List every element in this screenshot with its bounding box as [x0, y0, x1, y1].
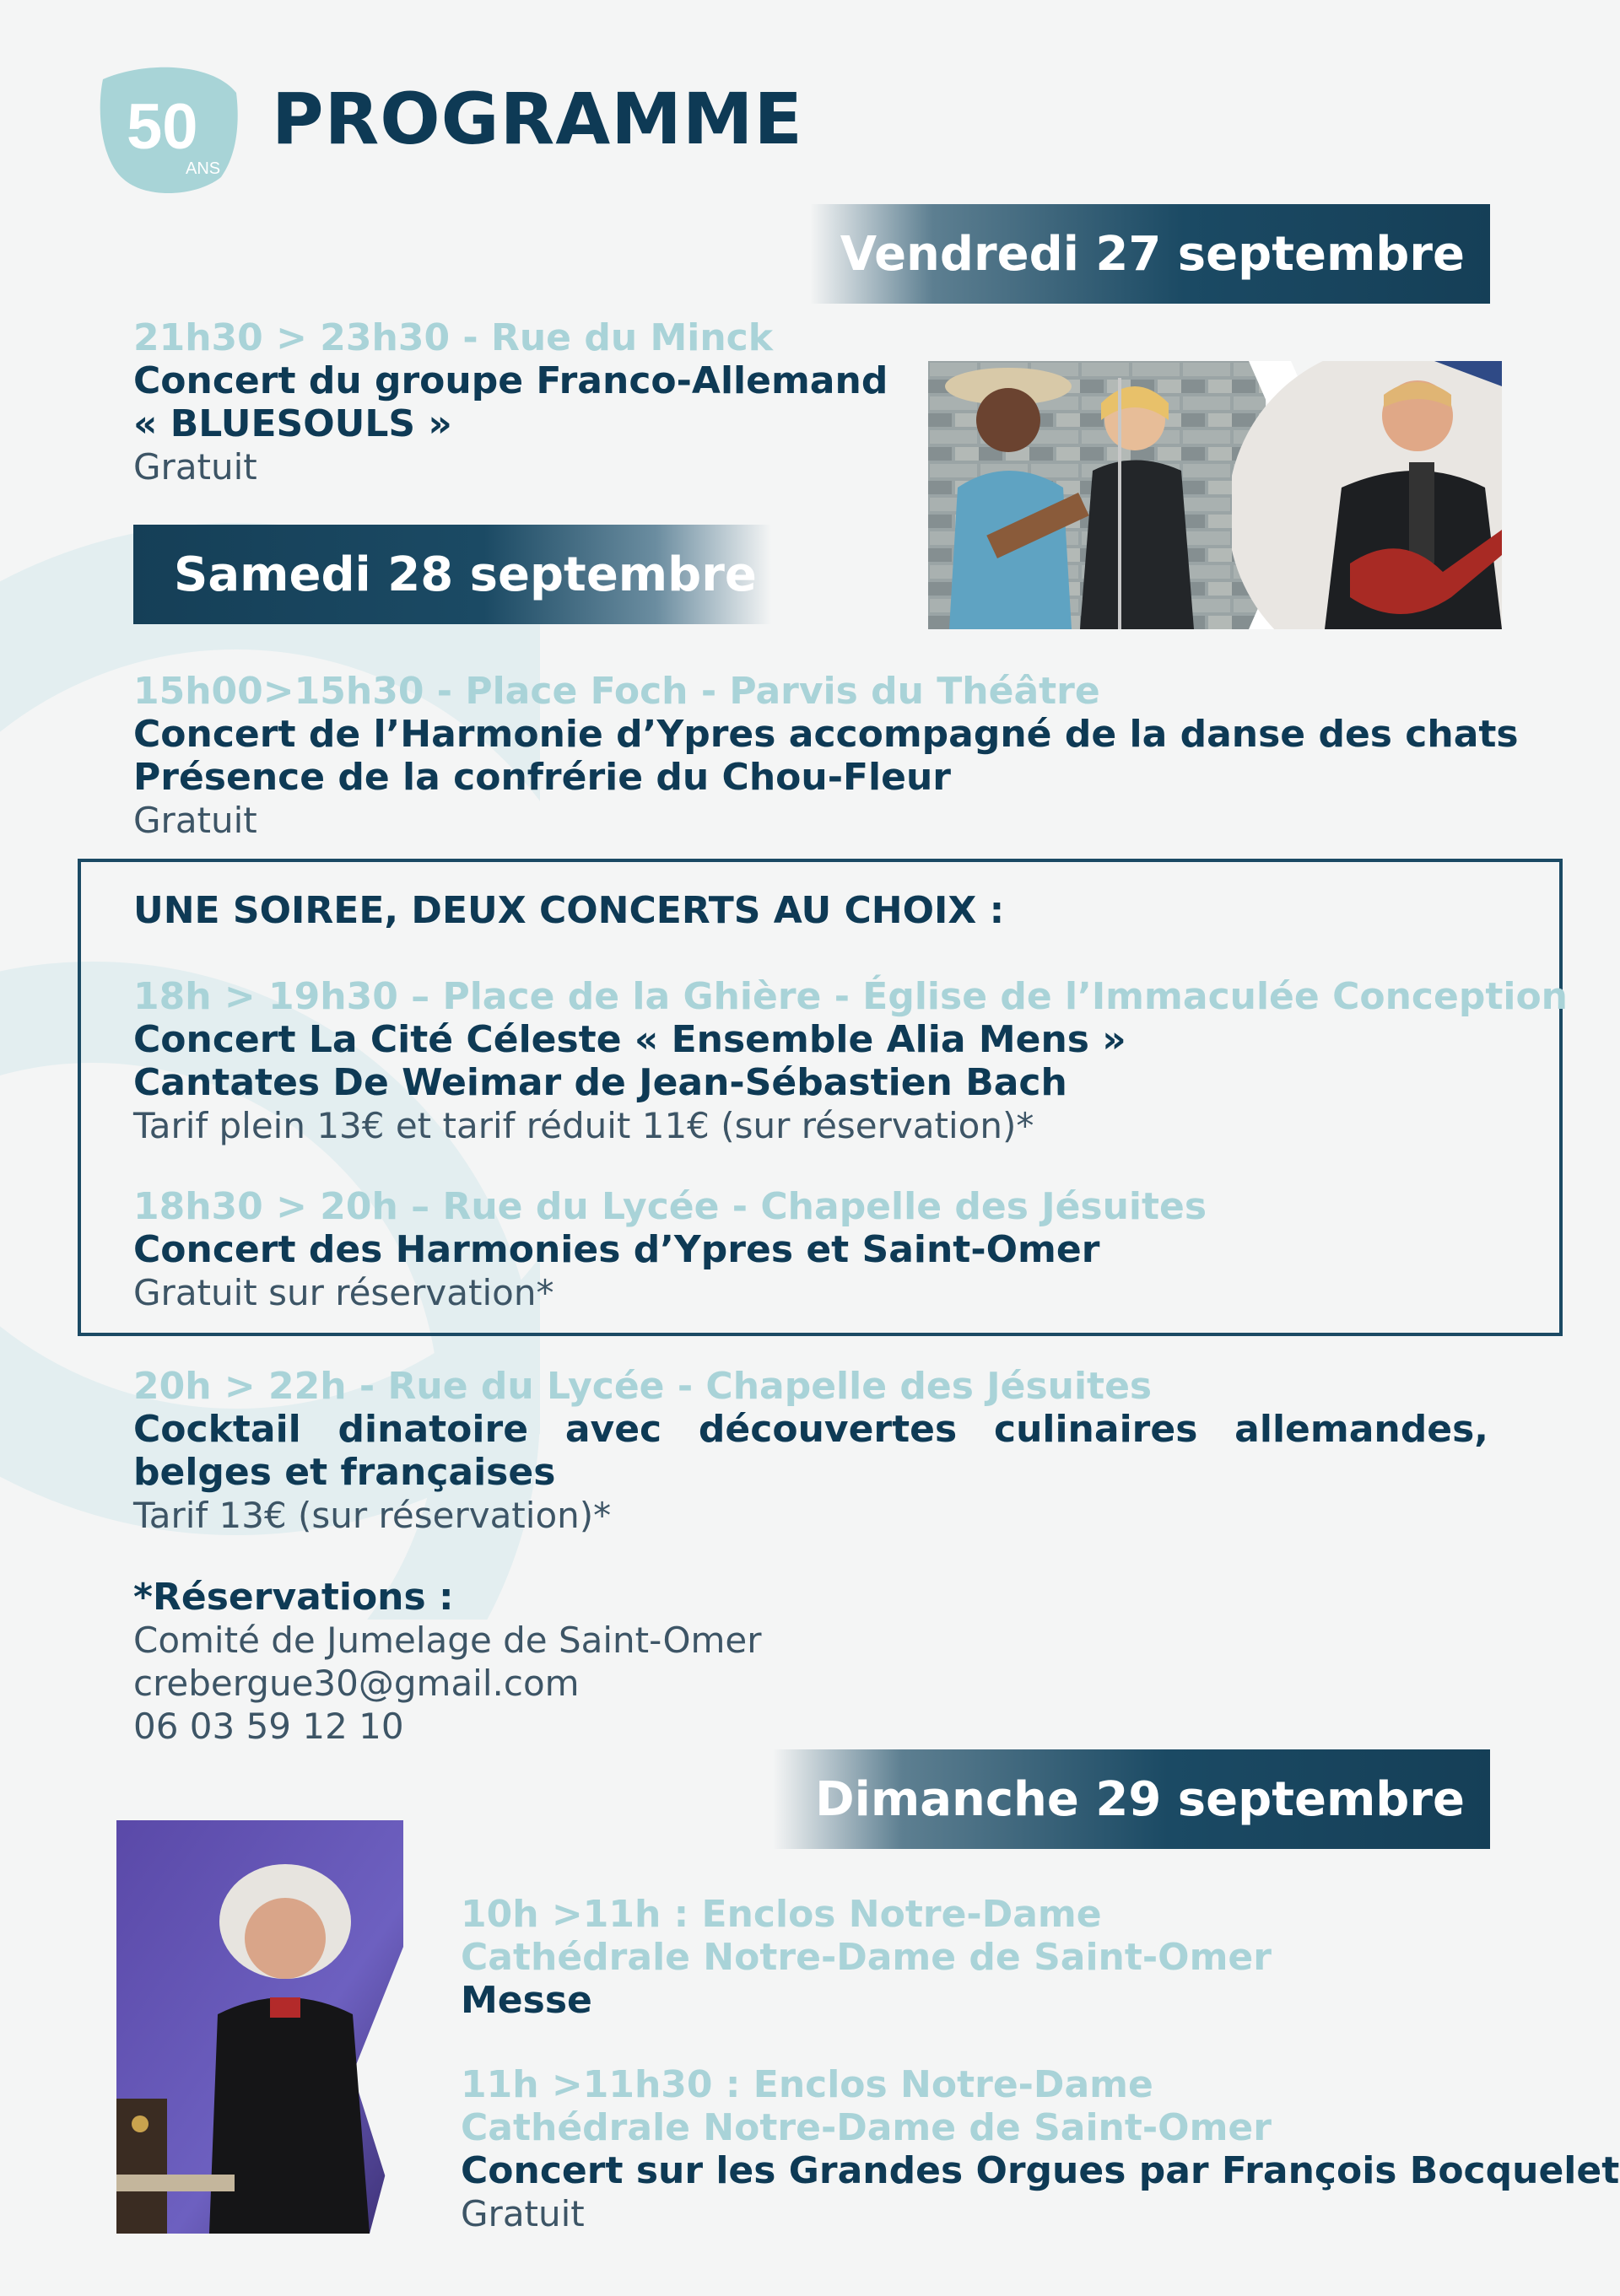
- event-time: 18h > 19h30 – Place de la Ghière - Église de l’Immaculée Conception: [133, 975, 1568, 1018]
- logo-badge-icon: [94, 61, 240, 196]
- event-time: 21h30 > 23h30 - Rue du Minck: [133, 316, 774, 359]
- logo-sub: ANS: [186, 159, 221, 178]
- event-time: 10h >11h : Enclos Notre-Dame: [461, 1893, 1102, 1936]
- event-title-line: Cantates De Weimar de Jean-Sébastien Bach: [133, 1061, 1067, 1104]
- reservations-heading: *Réservations :: [133, 1576, 454, 1619]
- event-price: Gratuit sur réservation*: [133, 1272, 554, 1313]
- event-location: Cathédrale Notre-Dame de Saint-Omer: [461, 2106, 1272, 2149]
- event-cocktail: [133, 1365, 1488, 1537]
- event-title-line: Concert de l’Harmonie d’Ypres accompagné de la danse des chats: [133, 713, 1519, 756]
- logo-number: 50: [127, 91, 198, 163]
- event-time: 11h >11h30 : Enclos Notre-Dame: [461, 2063, 1153, 2106]
- event-bluesouls: [133, 316, 888, 488]
- event-grandes-orgues: [461, 2063, 1619, 2235]
- organist-photo: [116, 1820, 403, 2234]
- band-photo-illustration: [928, 361, 1502, 629]
- event-title-line: Concert du groupe Franco-Allemand: [133, 359, 888, 402]
- concert-choice-content: [133, 889, 1568, 1314]
- event-price: Gratuit: [133, 446, 257, 488]
- event-description: Cocktail dinatoire avec découvertes culinaires allemandes, belges et françaises: [133, 1408, 1488, 1494]
- event-price: Gratuit: [133, 800, 257, 841]
- day-banner-sunday: [773, 1749, 1490, 1849]
- event-price: Tarif plein 13€ et tarif réduit 11€ (sur réservation)*: [133, 1105, 1034, 1146]
- day-label-friday: Vendredi 27 septembre: [840, 226, 1465, 282]
- reservations-phone[interactable]: 06 03 59 12 10: [133, 1706, 404, 1747]
- bluesouls-band-photo: [928, 361, 1502, 629]
- day-banner-friday: [810, 204, 1490, 304]
- reservations-block: [133, 1576, 762, 1748]
- event-time: 15h00>15h30 - Place Foch - Parvis du Théâtre: [133, 670, 1100, 713]
- day-banner-saturday: [133, 525, 771, 624]
- choice-heading: UNE SOIREE, DEUX CONCERTS AU CHOIX :: [133, 889, 1005, 932]
- event-time: 18h30 > 20h – Rue du Lycée - Chapelle des Jésuites: [133, 1185, 1207, 1228]
- event-messe: [461, 1893, 1272, 2022]
- organist-illustration: [116, 1820, 403, 2234]
- event-title-line: Présence de la confrérie du Chou-Fleur: [133, 756, 951, 799]
- reservations-email[interactable]: crebergue30@gmail.com: [133, 1663, 580, 1704]
- anniversary-logo: [94, 61, 240, 196]
- event-title-line: Concert La Cité Céleste « Ensemble Alia Mens »: [133, 1018, 1126, 1061]
- event-title-line: « BLUESOULS »: [133, 402, 452, 445]
- event-title: Messe: [461, 1979, 592, 2022]
- day-label-saturday: Samedi 28 septembre: [174, 547, 757, 602]
- event-price: Gratuit: [461, 2193, 585, 2234]
- page-title: PROGRAMME: [272, 78, 803, 160]
- event-title: Concert sur les Grandes Orgues par François Bocquelet: [461, 2149, 1620, 2192]
- reservations-org: Comité de Jumelage de Saint-Omer: [133, 1620, 762, 1661]
- event-harmonie-ypres: [133, 670, 1519, 842]
- event-location: Cathédrale Notre-Dame de Saint-Omer: [461, 1936, 1272, 1979]
- day-label-sunday: Dimanche 29 septembre: [815, 1771, 1465, 1827]
- event-time: 20h > 22h - Rue du Lycée - Chapelle des Jésuites: [133, 1365, 1153, 1408]
- event-title-line: Concert des Harmonies d’Ypres et Saint-Omer: [133, 1228, 1100, 1271]
- event-price: Tarif 13€ (sur réservation)*: [133, 1495, 612, 1536]
